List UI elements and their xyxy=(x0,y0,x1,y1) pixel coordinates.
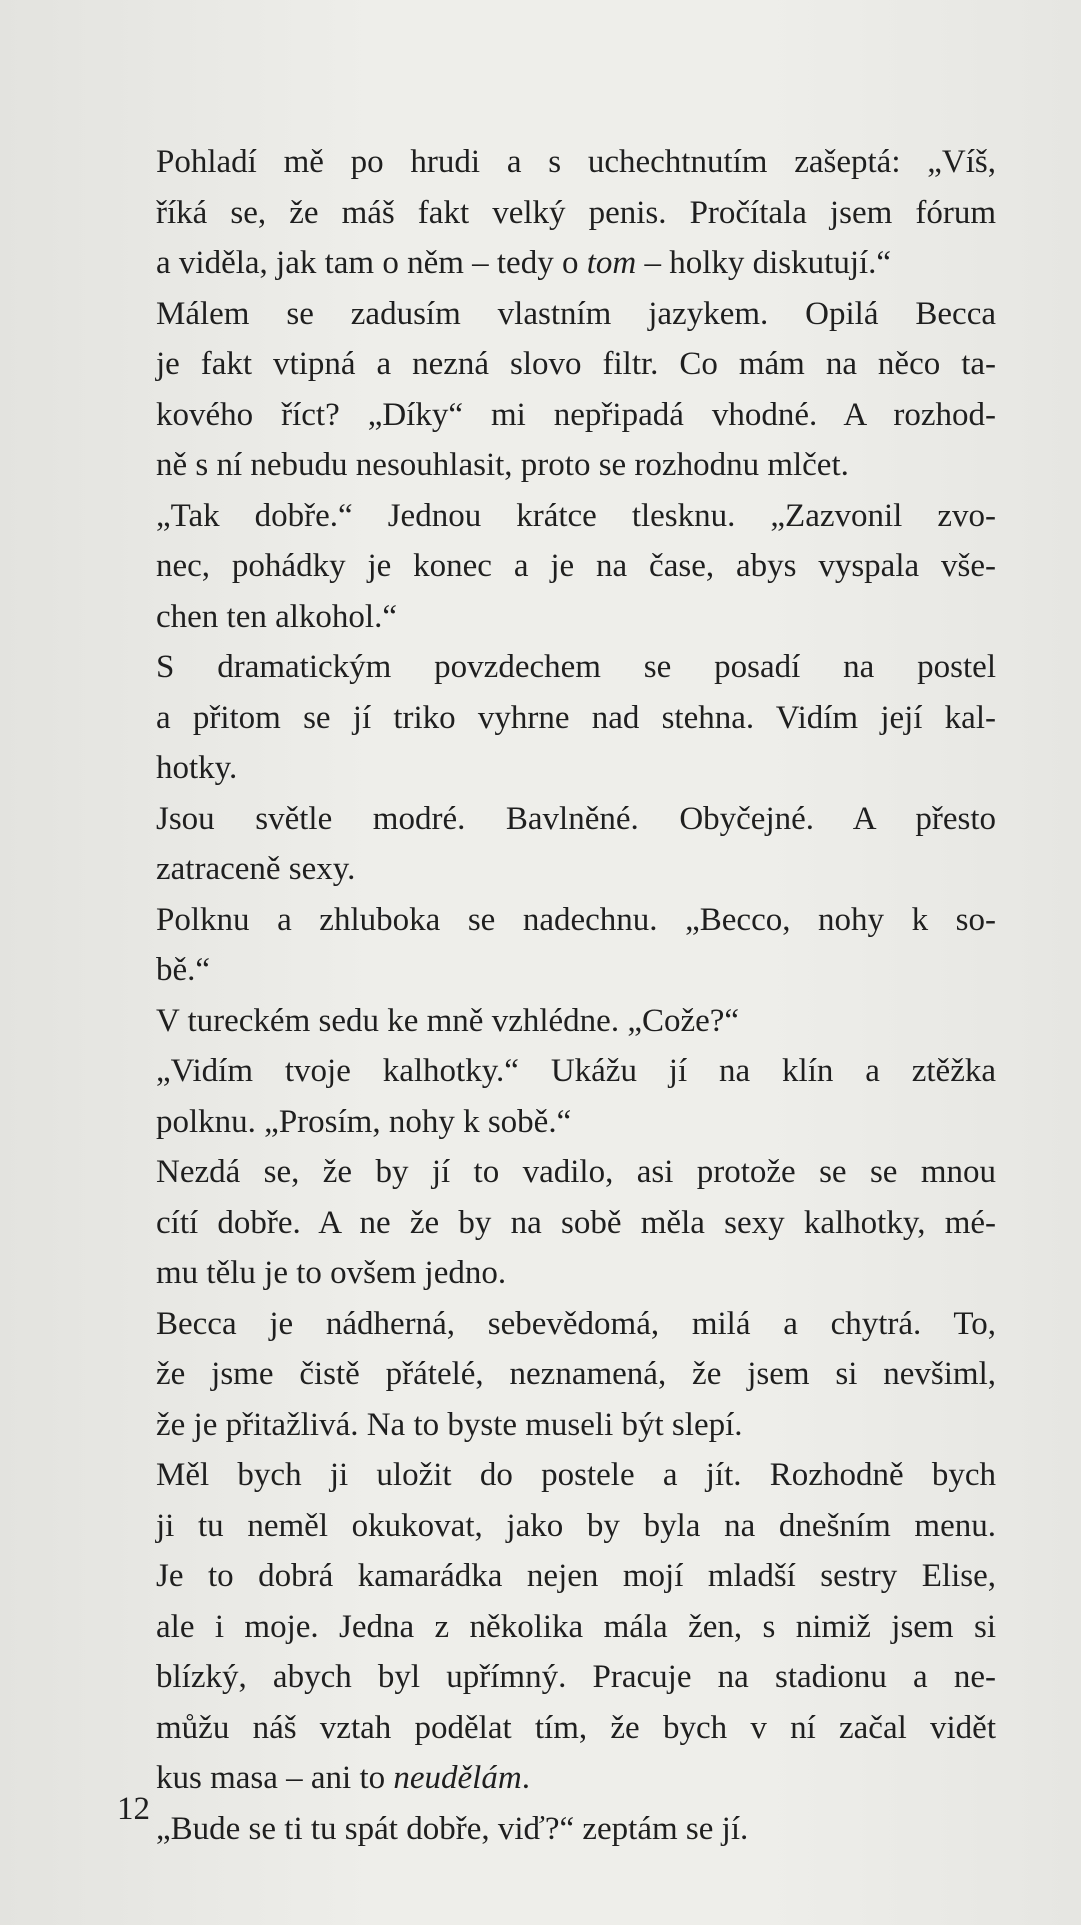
text-line: Je to dobrá kamarádka nejen mojí mladší sestry Elise, xyxy=(156,1558,996,1594)
text-line: Polknu a zhluboka se nadechnu. „Becco, nohy k so- xyxy=(156,901,996,938)
text-line: je fakt vtipná a nezná slovo filtr. Co mám na něco ta- xyxy=(156,346,996,382)
text-line: polknu. „Prosím, nohy k sobě.“ xyxy=(156,1103,572,1140)
text-line: chen ten alkohol.“ xyxy=(156,598,397,635)
text-line: a přitom se jí triko vyhrne nad stehna. Vidím její kal- xyxy=(156,699,996,736)
text-line: „Vidím tvoje kalhotky.“ Ukážu jí na klín a ztěžka xyxy=(156,1053,996,1089)
text-line: říká se, že máš fakt velký penis. Pročítala jsem fórum xyxy=(156,194,996,231)
body-text xyxy=(156,137,996,1854)
text-line: bě.“ xyxy=(156,952,211,988)
text-line: ale i moje. Jedna z několika mála žen, s nimiž jsem si xyxy=(156,1608,996,1645)
text-line: S dramatickým povzdechem se posadí na postel xyxy=(156,649,996,685)
text-line: blízký, abych byl upřímný. Pracuje na stadionu a ne- xyxy=(156,1659,996,1695)
text-line: můžu náš vztah podělat tím, že bych v ní začal vidět xyxy=(156,1709,996,1746)
text-line: ně s ní nebudu nesouhlasit, proto se rozhodnu mlčet. xyxy=(156,447,849,483)
text-line: cítí dobře. A ne že by na sobě měla sexy kalhotky, mé- xyxy=(156,1204,996,1241)
text-line: hotky. xyxy=(156,750,238,786)
text-line: že je přitažlivá. Na to byste museli být slepí. xyxy=(156,1406,743,1443)
text-line: mu tělu je to ovšem jedno. xyxy=(156,1255,507,1291)
text-line: Jsou světle modré. Bavlněné. Obyčejné. A přesto xyxy=(156,800,996,837)
text-line: Becca je nádherná, sebevědomá, milá a chytrá. To, xyxy=(156,1305,996,1342)
text-line: Nezdá se, že by jí to vadilo, asi protože se se mnou xyxy=(156,1154,996,1190)
text-line: zatraceně sexy. xyxy=(156,851,356,887)
text-line: „Tak dobře.“ Jednou krátce tlesknu. „Zazvonil zvo- xyxy=(156,497,996,534)
text-line: Málem se zadusím vlastním jazykem. Opilá Becca xyxy=(156,295,996,332)
text-line: že jsme čistě přátelé, neznamená, že jsem si nevšiml, xyxy=(156,1356,996,1392)
text-line: V tureckém sedu ke mně vzhlédne. „Cože?“ xyxy=(156,1002,740,1039)
text-line: „Bude se ti tu spát dobře, viď?“ zeptám se jí. xyxy=(156,1810,749,1847)
text-line: nec, pohádky je konec a je na čase, abys vyspala vše- xyxy=(156,548,996,584)
text-line: a viděla, jak tam o něm – tedy o tom – holky diskutují.“ xyxy=(156,245,892,281)
text-line: ji tu neměl okukovat, jako by byla na dnešním menu. xyxy=(156,1507,996,1544)
text-line: Měl bych ji uložit do postele a jít. Rozhodně bych xyxy=(156,1457,996,1493)
text-line: Pohladí mě po hrudi a s uchechtnutím zašeptá: „Víš, xyxy=(156,144,996,180)
text-line: kus masa – ani to neudělám. xyxy=(156,1760,530,1796)
text-line: kového říct? „Díky“ mi nepřipadá vhodné. A rozhod- xyxy=(156,396,996,433)
page-number: 12 xyxy=(117,1791,150,1827)
